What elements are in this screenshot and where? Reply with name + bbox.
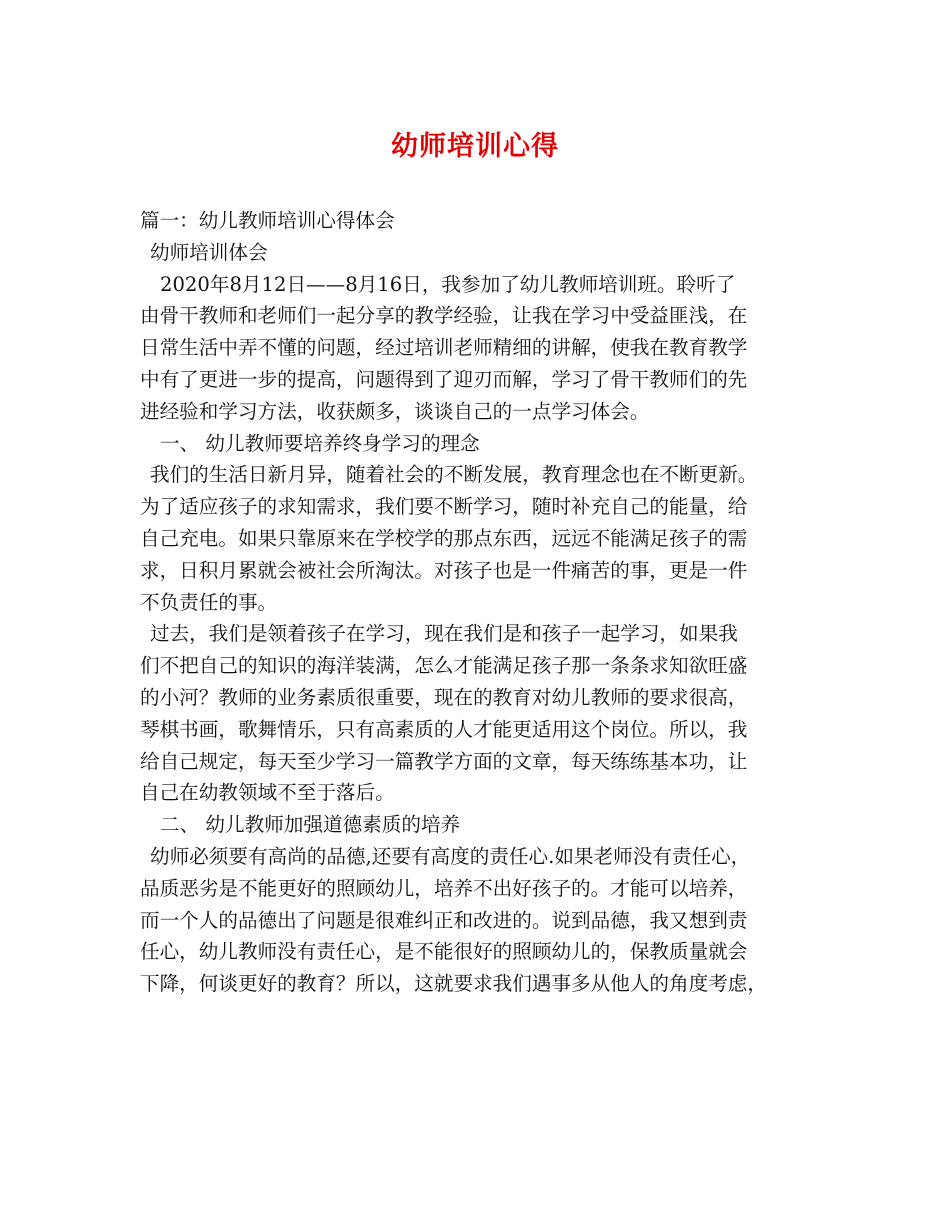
text-line: 由骨干教师和老师们一起分享的教学经验，让我在学习中受益匪浅，在: [140, 304, 748, 328]
text-line: 日常生活中弄不懂的问题，经过培训老师精细的讲解，使我在教育教学: [140, 336, 748, 360]
text-line: 二、 幼儿教师加强道德素质的培养: [160, 813, 461, 837]
text-line: 而一个人的品德出了问题是很难纠正和改进的。说到品德，我又想到责: [140, 908, 748, 932]
text-line: 我们的生活日新月异，随着社会的不断发展，教育理念也在不断更新。: [150, 463, 758, 487]
text-line: 求，日积月累就会被社会所淘汰。对孩子也是一件痛苦的事，更是一件: [140, 558, 748, 582]
text-line: 2020年8月12日——8月16日，我参加了幼儿教师培训班。聆听了: [160, 272, 736, 296]
text-line: 的小河？教师的业务素质很重要，现在的教育对幼儿教师的要求很高，: [140, 685, 748, 709]
text-line: 一、 幼儿教师要培养终身学习的理念: [160, 431, 480, 455]
text-line: 过去，我们是领着孩子在学习，现在我们是和孩子一起学习，如果我: [150, 622, 738, 646]
text-line: 琴棋书画，歌舞情乐，只有高素质的人才能更适用这个岗位。所以，我: [140, 717, 748, 741]
text-line: 幼师必须要有高尚的品德,还要有高度的责任心.如果老师没有责任心，: [150, 844, 751, 868]
text-line: 篇一：幼儿教师培训心得体会: [140, 209, 395, 232]
text-line: 自己在幼教领域不至于落后。: [140, 781, 395, 805]
text-line: 任心，幼儿教师没有责任心，是不能很好的照顾幼儿的，保教质量就会: [140, 940, 748, 964]
text-line: 自己充电。如果只靠原来在学校学的那点东西，远远不能满足孩子的需: [140, 526, 748, 550]
text-line: 给自己规定，每天至少学习一篇教学方面的文章，每天练练基本功，让: [140, 749, 748, 773]
text-line: 进经验和学习方法，收获颇多，谈谈自己的一点学习体会。: [140, 399, 650, 423]
text-line: 中有了更进一步的提高，问题得到了迎刃而解，学习了骨干教师们的先: [140, 367, 748, 391]
document-title: 幼师培训心得: [391, 131, 559, 162]
text-line: 不负责任的事。: [140, 590, 278, 614]
document-body: [140, 205, 830, 1000]
text-line: 下降，何谈更好的教育？所以，这就要求我们遇事多从他人的角度考虑，: [140, 972, 767, 996]
text-line: 们不把自己的知识的海洋装满，怎么才能满足孩子那一条条求知欲旺盛: [140, 654, 748, 678]
text-line: 品质恶劣是不能更好的照顾幼儿，培养不出好孩子的。才能可以培养，: [140, 876, 748, 900]
text-line: 为了适应孩子的求知需求，我们要不断学习，随时补充自己的能量，给: [140, 495, 748, 519]
text-line: 幼师培训体会: [150, 240, 268, 264]
